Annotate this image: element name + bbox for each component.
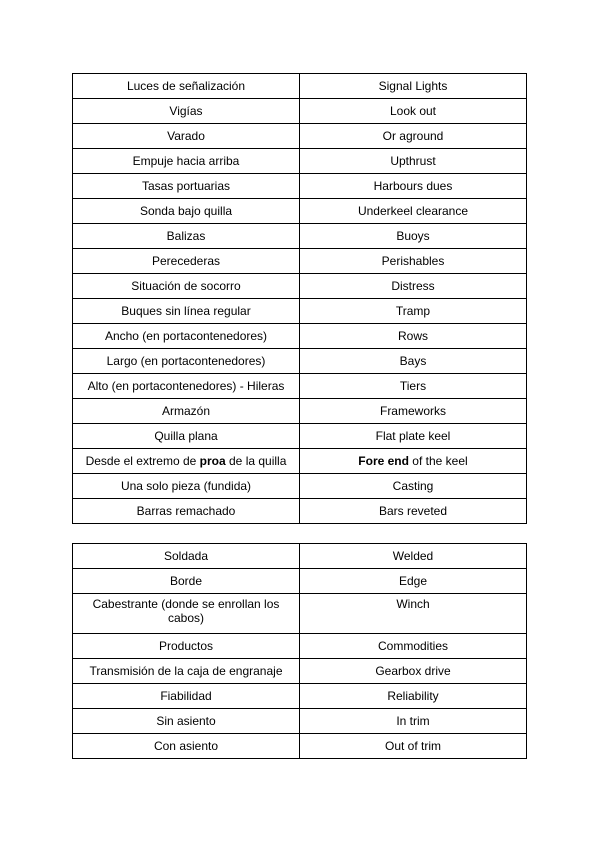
spanish-term: Transmisión de la caja de engranaje xyxy=(73,659,300,684)
spanish-term: Sonda bajo quilla xyxy=(73,199,300,224)
spanish-term: Con asiento xyxy=(73,734,300,759)
spanish-term: Borde xyxy=(73,569,300,594)
spanish-term: Luces de señalización xyxy=(73,74,300,99)
spanish-term: Vigías xyxy=(73,99,300,124)
english-term: Flat plate keel xyxy=(300,424,527,449)
english-term: Welded xyxy=(300,544,527,569)
english-term: Winch xyxy=(300,594,527,634)
english-term: Out of trim xyxy=(300,734,527,759)
table-row xyxy=(73,274,527,299)
table-row xyxy=(73,99,527,124)
table-row xyxy=(73,174,527,199)
english-term: Tramp xyxy=(300,299,527,324)
english-term: Upthrust xyxy=(300,149,527,174)
english-term xyxy=(300,449,527,474)
spanish-term: Barras remachado xyxy=(73,499,300,524)
english-term: In trim xyxy=(300,709,527,734)
english-term: Bars reveted xyxy=(300,499,527,524)
table-row xyxy=(73,124,527,149)
table-row xyxy=(73,399,527,424)
english-term: Reliability xyxy=(300,684,527,709)
table-row xyxy=(73,709,527,734)
english-term: Underkeel clearance xyxy=(300,199,527,224)
table-row xyxy=(73,249,527,274)
glossary-table-2 xyxy=(72,543,527,759)
table-row xyxy=(73,374,527,399)
spanish-term: Cabestrante (donde se enrollan los cabos) xyxy=(73,594,300,634)
table-row xyxy=(73,544,527,569)
english-term: Distress xyxy=(300,274,527,299)
english-term: Harbours dues xyxy=(300,174,527,199)
spanish-term: Armazón xyxy=(73,399,300,424)
spanish-term: Balizas xyxy=(73,224,300,249)
english-term: Rows xyxy=(300,324,527,349)
table-row xyxy=(73,734,527,759)
spanish-term: Tasas portuarias xyxy=(73,174,300,199)
table-row xyxy=(73,684,527,709)
spanish-term: Perecederas xyxy=(73,249,300,274)
english-term: Signal Lights xyxy=(300,74,527,99)
english-term-bold: Fore end xyxy=(358,454,409,468)
spanish-term: Quilla plana xyxy=(73,424,300,449)
spanish-term: Alto (en portacontenedores) - Hileras xyxy=(73,374,300,399)
english-term: Or aground xyxy=(300,124,527,149)
english-term: Look out xyxy=(300,99,527,124)
spanish-term: Largo (en portacontenedores) xyxy=(73,349,300,374)
spanish-term: Sin asiento xyxy=(73,709,300,734)
table-row xyxy=(73,224,527,249)
table-row xyxy=(73,474,527,499)
table-row xyxy=(73,349,527,374)
table-row xyxy=(73,74,527,99)
spanish-term: Productos xyxy=(73,634,300,659)
table-row xyxy=(73,149,527,174)
table-row xyxy=(73,634,527,659)
spanish-term: Empuje hacia arriba xyxy=(73,149,300,174)
table-row xyxy=(73,449,527,474)
english-term: Commodities xyxy=(300,634,527,659)
spanish-term-bold: proa xyxy=(199,454,226,468)
english-term: Casting xyxy=(300,474,527,499)
spanish-term: Ancho (en portacontenedores) xyxy=(73,324,300,349)
table-row xyxy=(73,299,527,324)
english-term: Buoys xyxy=(300,224,527,249)
english-term: Tiers xyxy=(300,374,527,399)
table-row xyxy=(73,199,527,224)
table-row xyxy=(73,499,527,524)
spanish-term: Varado xyxy=(73,124,300,149)
english-term: Gearbox drive xyxy=(300,659,527,684)
spanish-term: Buques sin línea regular xyxy=(73,299,300,324)
spanish-term-pre: Desde el extremo de xyxy=(85,454,200,468)
table-row xyxy=(73,594,527,634)
spanish-term: Una solo pieza (fundida) xyxy=(73,474,300,499)
english-term: Edge xyxy=(300,569,527,594)
spanish-term: Situación de socorro xyxy=(73,274,300,299)
english-term-post: of the keel xyxy=(408,454,468,468)
english-term: Frameworks xyxy=(300,399,527,424)
table-row xyxy=(73,659,527,684)
glossary-table-1 xyxy=(72,73,527,524)
english-term: Perishables xyxy=(300,249,527,274)
spanish-term: Soldada xyxy=(73,544,300,569)
table-row xyxy=(73,324,527,349)
spanish-term-post: de la quilla xyxy=(225,454,287,468)
table-row xyxy=(73,424,527,449)
table-row xyxy=(73,569,527,594)
spanish-term: Fiabilidad xyxy=(73,684,300,709)
english-term: Bays xyxy=(300,349,527,374)
spanish-term xyxy=(73,449,300,474)
